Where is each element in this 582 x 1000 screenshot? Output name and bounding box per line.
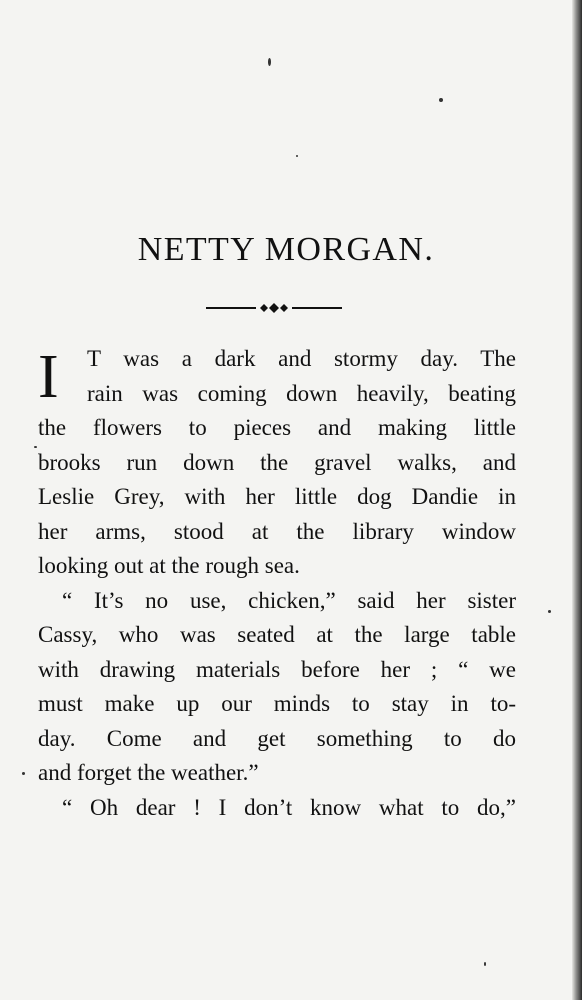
text-line: T was a dark and stormy day. The — [87, 346, 516, 371]
text-line: looking out at the rough sea. — [38, 553, 300, 578]
text-line: must make up our minds to stay in to- — [38, 691, 516, 716]
divider-ornament — [206, 300, 342, 316]
print-speck — [296, 155, 298, 157]
print-speck — [22, 772, 25, 775]
story-text — [38, 342, 516, 825]
text-line: rain was coming down heavily, beating — [87, 380, 516, 406]
drop-cap: I — [38, 343, 59, 411]
text-line: and forget the weather.” — [38, 760, 259, 785]
print-speck — [268, 58, 271, 66]
text-line: with drawing materials before her ; “ we — [38, 656, 516, 682]
text-line: day. Come and get something to do — [38, 725, 516, 751]
text-line: her arms, stood at the library window — [38, 518, 516, 544]
print-speck — [484, 962, 486, 966]
text-line: the flowers to pieces and making little — [38, 415, 516, 440]
text-line: “ Oh dear ! I don’t know what to do,” — [62, 794, 516, 820]
text-line: brooks run down the gravel walks, and — [38, 449, 516, 475]
text-line: “ It’s no use, chicken,” said her sister — [62, 587, 516, 613]
page-edge — [572, 0, 582, 1000]
print-speck — [439, 98, 443, 102]
text-line: Leslie Grey, with her little dog Dandie in — [38, 484, 516, 509]
print-speck — [34, 446, 37, 448]
print-speck — [548, 610, 551, 613]
page-title: NETTY MORGAN. — [137, 231, 435, 268]
text-line: Cassy, who was seated at the large table — [38, 622, 516, 647]
